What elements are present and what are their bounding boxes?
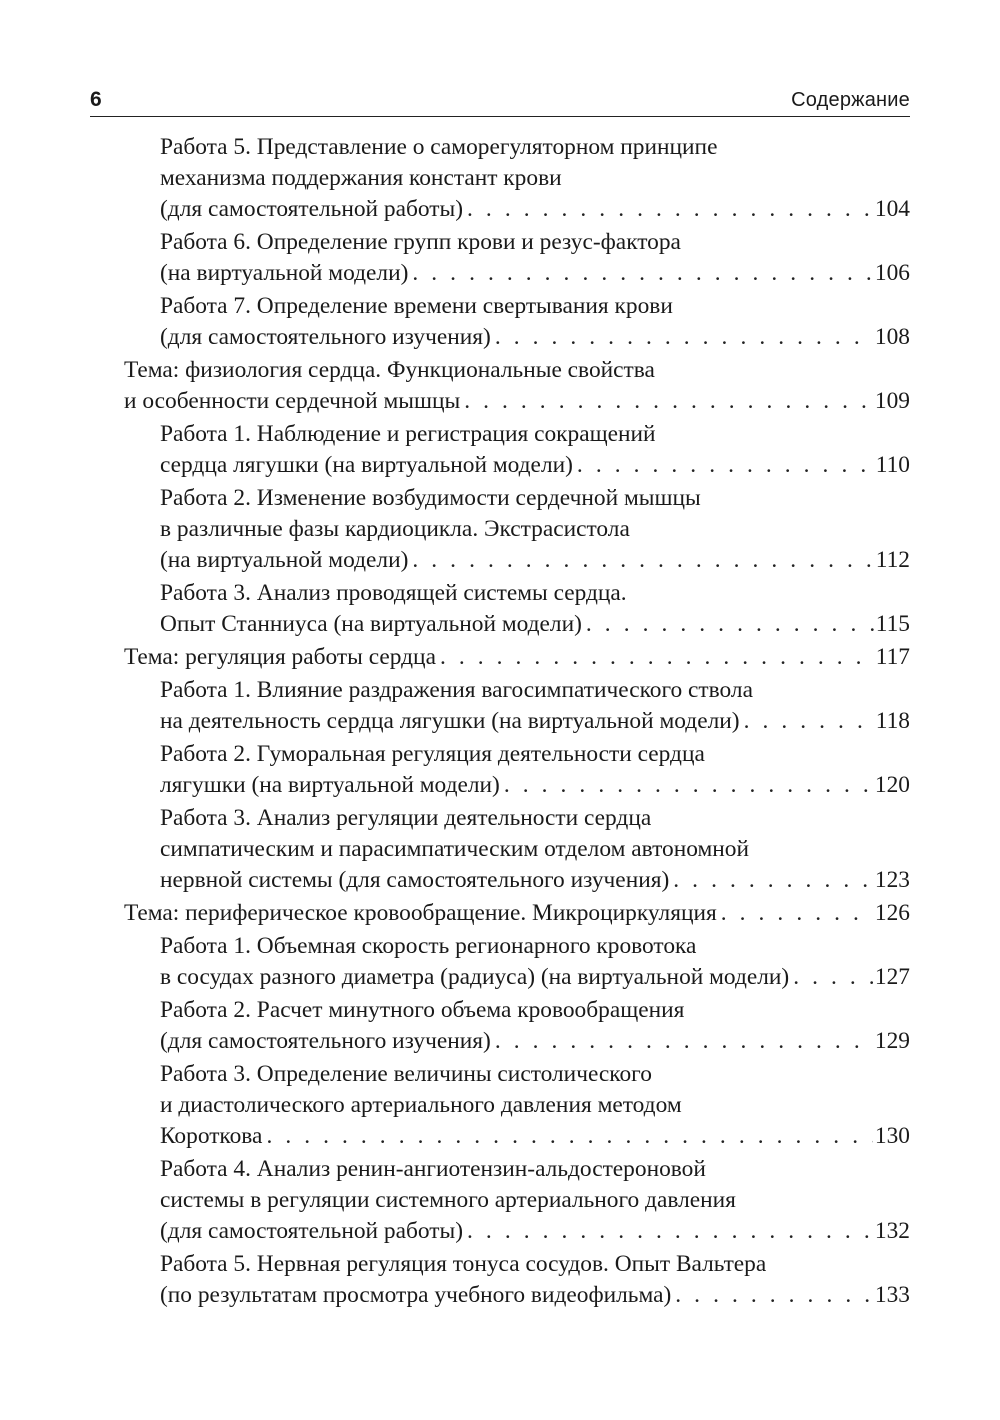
- toc-entry-line: в различные фазы кардиоцикла. Экстрасистола: [160, 516, 630, 542]
- toc-entry[interactable]: [124, 931, 910, 993]
- toc-entry-title-end: лягушки (на виртуальной модели): [160, 772, 500, 798]
- dot-leader: [464, 386, 873, 417]
- toc-entry[interactable]: [124, 227, 910, 289]
- dot-leader: [412, 258, 873, 289]
- toc-entry-title-end: Опыт Станниуса (на виртуальной модели): [160, 611, 582, 637]
- dot-leader: [675, 1280, 873, 1311]
- dot-leader: [412, 545, 873, 576]
- running-title: Содержание: [791, 89, 910, 111]
- toc-page-number: 115: [875, 611, 910, 637]
- toc-page-number: 117: [875, 644, 910, 670]
- toc-entry[interactable]: [124, 132, 910, 225]
- toc-entry-line: системы в регуляции системного артериального давления: [160, 1187, 736, 1213]
- toc-entry-line: механизма поддержания констант крови: [160, 165, 562, 191]
- toc-entry-title-end: (для самостоятельного изучения): [160, 324, 491, 350]
- toc-entry-title-end: (на виртуальной модели): [160, 547, 409, 573]
- toc-entry[interactable]: [124, 739, 910, 801]
- table-of-contents: [124, 132, 910, 1313]
- toc-page-number: 104: [874, 196, 910, 222]
- dot-leader: [495, 322, 873, 353]
- toc-page-number: 106: [874, 260, 910, 286]
- toc-entry-line: Работа 1. Объемная скорость регионарного кровотока: [160, 933, 697, 959]
- toc-entry-line: Работа 5. Представление о саморегуляторном принципе: [160, 134, 718, 160]
- toc-entry-line: симпатическим и парасимпатическим отделом автономной: [160, 836, 750, 862]
- dot-leader: [440, 642, 874, 673]
- toc-entry-line: Работа 5. Нервная регуляция тонуса сосудов. Опыт Вальтера: [160, 1251, 767, 1277]
- toc-page-number: 126: [874, 900, 910, 926]
- toc-entry[interactable]: [124, 675, 910, 737]
- toc-entry-line: Работа 3. Анализ регуляции деятельности сердца: [160, 805, 652, 831]
- toc-page-number: 127: [874, 964, 910, 990]
- toc-entry-line: и диастолического артериального давления методом: [160, 1092, 682, 1118]
- dot-leader: [673, 865, 873, 896]
- toc-entry[interactable]: [124, 803, 910, 896]
- toc-entry-line: Работа 6. Определение групп крови и резус-фактора: [160, 229, 681, 255]
- toc-page-number: 109: [874, 388, 910, 414]
- toc-entry-line: Работа 7. Определение времени свертывания крови: [160, 293, 673, 319]
- toc-page-number: 133: [874, 1282, 910, 1308]
- toc-entry-title-end: в сосудах разного диаметра (радиуса) (на виртуальной модели): [160, 964, 790, 990]
- toc-entry-title-end: Тема: периферическое кровообращение. Микроциркуляция: [124, 900, 717, 926]
- toc-entry-title-end: на деятельность сердца лягушки (на виртуальной модели): [160, 708, 740, 734]
- toc-entry-title-end: (для самостоятельной работы): [160, 196, 464, 222]
- dot-leader: [586, 609, 874, 640]
- toc-entry-title-end: и особенности сердечной мышцы: [124, 388, 461, 414]
- toc-entry-title-end: Короткова: [160, 1123, 263, 1149]
- toc-entry-line: Работа 3. Определение величины систолического: [160, 1061, 652, 1087]
- toc-entry[interactable]: [124, 1249, 910, 1311]
- toc-entry-line: Тема: физиология сердца. Функциональные свойства: [124, 357, 655, 383]
- toc-topic[interactable]: [124, 898, 910, 929]
- toc-entry[interactable]: [124, 1059, 910, 1152]
- toc-entry-line: Работа 4. Анализ ренин-ангиотензин-альдостероновой: [160, 1156, 706, 1182]
- toc-entry-title-end: (для самостоятельной работы): [160, 1218, 464, 1244]
- dot-leader: [793, 962, 873, 993]
- toc-entry-line: Работа 2. Гуморальная регуляция деятельности сердца: [160, 741, 705, 767]
- page-number: 6: [90, 88, 102, 111]
- dot-leader: [495, 1026, 873, 1057]
- dot-leader: [266, 1121, 872, 1152]
- toc-entry[interactable]: [124, 419, 910, 481]
- running-header: [90, 84, 910, 117]
- toc-entry[interactable]: [124, 483, 910, 576]
- dot-leader: [504, 770, 873, 801]
- dot-leader: [721, 898, 873, 929]
- toc-entry[interactable]: [124, 578, 910, 640]
- toc-page-number: 118: [875, 708, 910, 734]
- toc-topic[interactable]: [124, 355, 910, 417]
- toc-entry-title-end: (на виртуальной модели): [160, 260, 409, 286]
- toc-page-number: 120: [874, 772, 910, 798]
- dot-leader: [577, 450, 874, 481]
- toc-page-number: 108: [874, 324, 910, 350]
- toc-entry-title-end: сердца лягушки (на виртуальной модели): [160, 452, 573, 478]
- toc-page-number: 132: [874, 1218, 910, 1244]
- toc-entry[interactable]: [124, 995, 910, 1057]
- toc-entry-line: Работа 2. Расчет минутного объема кровообращения: [160, 997, 685, 1023]
- toc-entry-title-end: нервной системы (для самостоятельного изучения): [160, 867, 670, 893]
- toc-entry-title-end: (по результатам просмотра учебного видеофильма): [160, 1282, 672, 1308]
- toc-page-number: 123: [874, 867, 910, 893]
- toc-entry-line: Работа 1. Наблюдение и регистрация сокращений: [160, 421, 656, 447]
- toc-entry-title-end: Тема: регуляция работы сердца: [124, 644, 436, 670]
- dot-leader: [744, 706, 874, 737]
- toc-page-number: 130: [874, 1123, 910, 1149]
- toc-page-number: 129: [874, 1028, 910, 1054]
- dot-leader: [467, 1216, 873, 1247]
- toc-entry[interactable]: [124, 291, 910, 353]
- toc-entry-line: Работа 1. Влияние раздражения вагосимпатического ствола: [160, 677, 753, 703]
- dot-leader: [467, 194, 873, 225]
- toc-topic[interactable]: [124, 642, 910, 673]
- toc-entry-line: Работа 2. Изменение возбудимости сердечной мышцы: [160, 485, 701, 511]
- toc-page-number: 112: [875, 547, 910, 573]
- toc-page-number: 110: [875, 452, 910, 478]
- toc-entry[interactable]: [124, 1154, 910, 1247]
- toc-entry-line: Работа 3. Анализ проводящей системы сердца.: [160, 580, 627, 606]
- toc-entry-title-end: (для самостоятельного изучения): [160, 1028, 491, 1054]
